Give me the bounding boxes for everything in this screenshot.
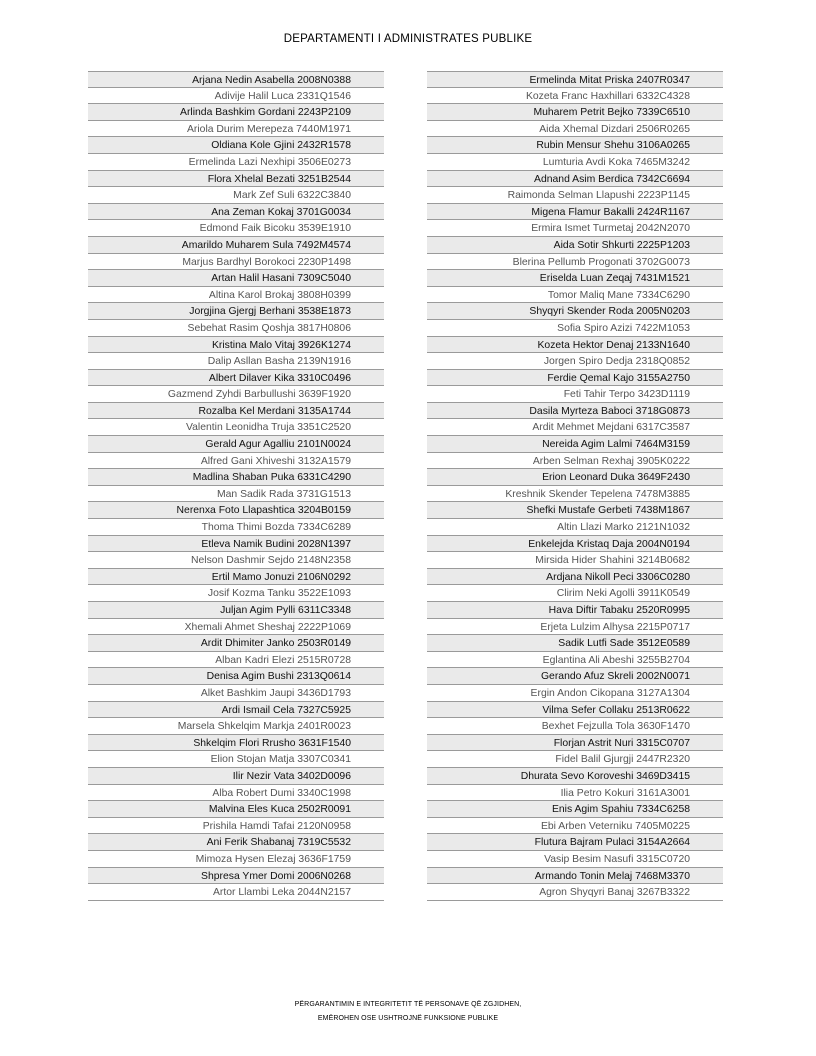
name-row: Ermira Ismet Turmetaj 2042N2070	[427, 220, 723, 237]
name-row: Sadik Lutfi Sade 3512E0589	[427, 635, 723, 652]
name-row: Flora Xhelal Bezati 3251B2544	[88, 171, 384, 188]
name-row: Mark Zef Suli 6322C3840	[88, 187, 384, 204]
name-row: Nereida Agim Lalmi 7464M3159	[427, 436, 723, 453]
name-row: Ardit Mehmet Mejdani 6317C3587	[427, 419, 723, 436]
name-row: Ana Zeman Kokaj 3701G0034	[88, 204, 384, 221]
name-row: Ergin Andon Cikopana 3127A1304	[427, 685, 723, 702]
name-row: Ilia Petro Kokuri 3161A3001	[427, 785, 723, 802]
name-row: Shpresa Ymer Domi 2006N0268	[88, 868, 384, 885]
name-row: Madlina Shaban Puka 6331C4290	[88, 469, 384, 486]
name-row: Oldiana Kole Gjini 2432R1578	[88, 137, 384, 154]
name-row: Kozeta Franc Haxhillari 6332C4328	[427, 88, 723, 105]
name-row: Dhurata Sevo Koroveshi 3469D3415	[427, 768, 723, 785]
name-row: Lumturia Avdi Koka 7465M3242	[427, 154, 723, 171]
name-row: Erion Leonard Duka 3649F2430	[427, 469, 723, 486]
name-row: Denisa Agim Bushi 2313Q0614	[88, 668, 384, 685]
name-row: Tomor Maliq Mane 7334C6290	[427, 287, 723, 304]
name-row: Alfred Gani Xhiveshi 3132A1579	[88, 453, 384, 470]
name-row: Vasip Besim Nasufi 3315C0720	[427, 851, 723, 868]
name-row: Nerenxa Foto Llapashtica 3204B0159	[88, 502, 384, 519]
name-row: Prishila Hamdi Tafai 2120N0958	[88, 818, 384, 835]
name-row: Florjan Astrit Nuri 3315C0707	[427, 735, 723, 752]
name-row: Enkelejda Kristaq Daja 2004N0194	[427, 536, 723, 553]
name-row: Arlinda Bashkim Gordani 2243P2109	[88, 104, 384, 121]
name-row: Mimoza Hysen Elezaj 3636F1759	[88, 851, 384, 868]
name-row: Ferdie Qemal Kajo 3155A2750	[427, 370, 723, 387]
name-row: Kreshnik Skender Tepelena 7478M3885	[427, 486, 723, 503]
name-row: Etleva Namik Budini 2028N1397	[88, 536, 384, 553]
name-row: Ilir Nezir Vata 3402D0096	[88, 768, 384, 785]
name-row: Aida Sotir Shkurti 2225P1203	[427, 237, 723, 254]
document-title: DEPARTAMENTI I ADMINISTRATES PUBLIKE	[283, 33, 533, 45]
name-row: Juljan Agim Pylli 6311C3348	[88, 602, 384, 619]
name-row: Alba Robert Dumi 3340C1998	[88, 785, 384, 802]
name-row: Alban Kadri Elezi 2515R0728	[88, 652, 384, 669]
name-row: Blerina Pellumb Progonati 3702G0073	[427, 254, 723, 271]
name-row: Arjana Nedin Asabella 2008N0388	[88, 71, 384, 88]
name-row: Flutura Bajram Pulaci 3154A2664	[427, 834, 723, 851]
name-row: Artor Llambi Leka 2044N2157	[88, 884, 384, 901]
name-row: Sebehat Rasim Qoshja 3817H0806	[88, 320, 384, 337]
name-row: Ardi Ismail Cela 7327C5925	[88, 702, 384, 719]
name-row: Ermelinda Lazi Nexhipi 3506E0273	[88, 154, 384, 171]
name-row: Migena Flamur Bakalli 2424R1167	[427, 204, 723, 221]
name-row: Albert Dilaver Kika 3310C0496	[88, 370, 384, 387]
name-row: Aida Xhemal Dizdari 2506R0265	[427, 121, 723, 138]
name-row: Dasila Myrteza Baboci 3718G0873	[427, 403, 723, 420]
name-row: Man Sadik Rada 3731G1513	[88, 486, 384, 503]
name-row: Muharem Petrit Bejko 7339C6510	[427, 104, 723, 121]
name-row: Mirsida Hider Shahini 3214B0682	[427, 552, 723, 569]
name-row: Gazmend Zyhdi Barbullushi 3639F1920	[88, 386, 384, 403]
right-name-column	[427, 71, 723, 901]
name-row: Ermelinda Mitat Priska 2407R0347	[427, 71, 723, 88]
name-row: Nelson Dashmir Sejdo 2148N2358	[88, 552, 384, 569]
name-row: Feti Tahir Terpo 3423D1119	[427, 386, 723, 403]
name-row: Kozeta Hektor Denaj 2133N1640	[427, 337, 723, 354]
name-row: Ariola Durim Merepeza 7440M1971	[88, 121, 384, 138]
name-row: Kristina Malo Vitaj 3926K1274	[88, 337, 384, 354]
name-row: Elion Stojan Matja 3307C0341	[88, 751, 384, 768]
name-row: Arben Selman Rexhaj 3905K0222	[427, 453, 723, 470]
name-row: Rozalba Kel Merdani 3135A1744	[88, 403, 384, 420]
name-row: Edmond Faik Bicoku 3539E1910	[88, 220, 384, 237]
name-row: Fidel Balil Gjurgji 2447R2320	[427, 751, 723, 768]
name-row: Eriselda Luan Zeqaj 7431M1521	[427, 270, 723, 287]
name-row: Thoma Thimi Bozda 7334C6289	[88, 519, 384, 536]
name-row: Armando Tonin Melaj 7468M3370	[427, 868, 723, 885]
footer-line-1: PËRGARANTIMIN E INTEGRITETIT TË PERSONAVE QË ZGJIDHEN,	[294, 1001, 522, 1008]
name-row: Ani Ferik Shabanaj 7319C5532	[88, 834, 384, 851]
name-row: Altin Llazi Marko 2121N1032	[427, 519, 723, 536]
footer	[0, 998, 816, 1026]
name-row: Eglantina Ali Abeshi 3255B2704	[427, 652, 723, 669]
left-name-column	[88, 71, 384, 901]
name-row: Amarildo Muharem Sula 7492M4574	[88, 237, 384, 254]
name-row: Raimonda Selman Llapushi 2223P1145	[427, 187, 723, 204]
name-row: Artan Halil Hasani 7309C5040	[88, 270, 384, 287]
name-row: Bexhet Fejzulla Tola 3630F1470	[427, 718, 723, 735]
name-row: Jorgen Spiro Dedja 2318Q0852	[427, 353, 723, 370]
name-row: Malvina Eles Kuca 2502R0091	[88, 801, 384, 818]
name-row: Ebi Arben Veterniku 7405M0225	[427, 818, 723, 835]
name-row: Gerald Agur Agalliu 2101N0024	[88, 436, 384, 453]
name-row: Clirim Neki Agolli 3911K0549	[427, 585, 723, 602]
name-row: Shefki Mustafe Gerbeti 7438M1867	[427, 502, 723, 519]
name-row: Rubin Mensur Shehu 3106A0265	[427, 137, 723, 154]
name-row: Adnand Asim Berdica 7342C6694	[427, 171, 723, 188]
name-row: Adivije Halil Luca 2331Q1546	[88, 88, 384, 105]
name-row: Enis Agim Spahiu 7334C6258	[427, 801, 723, 818]
footer-line-2: EMËROHEN OSE USHTROJNË FUNKSIONE PUBLIKE	[317, 1015, 499, 1022]
name-row: Xhemali Ahmet Sheshaj 2222P1069	[88, 619, 384, 636]
name-row: Shyqyri Skender Roda 2005N0203	[427, 303, 723, 320]
name-row: Altina Karol Brokaj 3808H0399	[88, 287, 384, 304]
name-row: Valentin Leonidha Truja 3351C2520	[88, 419, 384, 436]
name-row: Shkelqim Flori Rrusho 3631F1540	[88, 735, 384, 752]
name-row: Ardjana Nikoll Peci 3306C0280	[427, 569, 723, 586]
name-row: Ertil Mamo Jonuzi 2106N0292	[88, 569, 384, 586]
name-row: Ardit Dhimiter Janko 2503R0149	[88, 635, 384, 652]
name-row: Agron Shyqyri Banaj 3267B3322	[427, 884, 723, 901]
name-row: Hava Diftir Tabaku 2520R0995	[427, 602, 723, 619]
name-row: Alket Bashkim Jaupi 3436D1793	[88, 685, 384, 702]
name-row: Sofia Spiro Azizi 7422M1053	[427, 320, 723, 337]
name-row: Jorgjina Gjergj Berhani 3538E1873	[88, 303, 384, 320]
name-row: Gerando Afuz Skreli 2002N0071	[427, 668, 723, 685]
name-row: Marjus Bardhyl Borokoci 2230P1498	[88, 254, 384, 271]
name-row: Josif Kozma Tanku 3522E1093	[88, 585, 384, 602]
name-row: Marsela Shkelqim Markja 2401R0023	[88, 718, 384, 735]
name-row: Vilma Sefer Collaku 2513R0622	[427, 702, 723, 719]
name-row: Erjeta Lulzim Alhysa 2215P0717	[427, 619, 723, 636]
name-row: Dalip Asllan Basha 2139N1916	[88, 353, 384, 370]
